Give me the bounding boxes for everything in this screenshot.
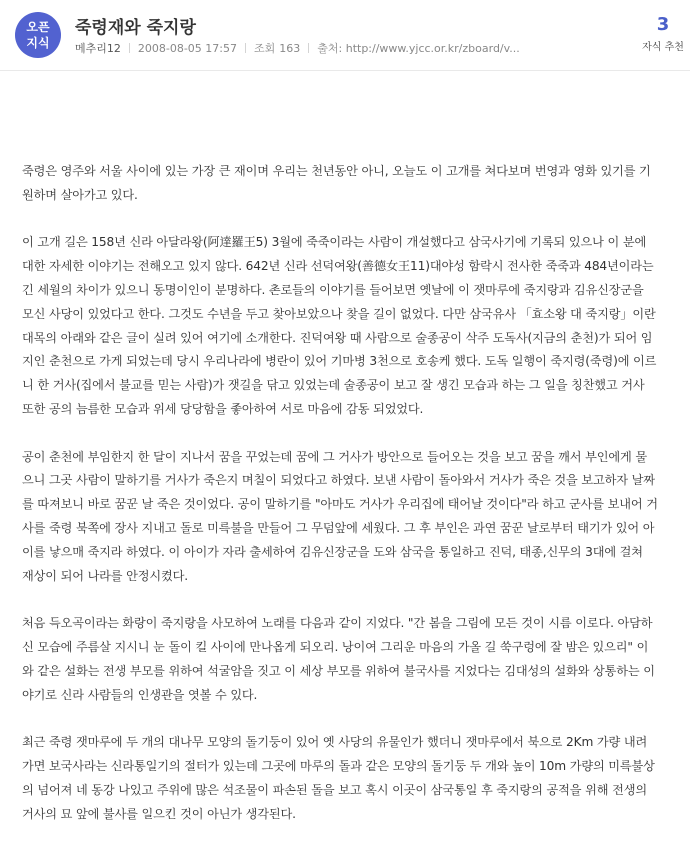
open-knowledge-badge[interactable] [15, 12, 61, 58]
body-paragraph: 이 고개 길은 158년 신라 아달라왕(阿達羅王5) 3월에 죽죽이라는 사람이 개설했다고 삼국사기에 기록되 있으나 이 분에 대한 자세한 이야기는 전해오고 있지 않다. 642년 신라 선덕여왕(善德女王11)대야성 함락시 전사한 죽죽과 484년이라는 긴 세월의 차이가 있으니 동명이인이 분명하다. 촌로들의 이야기를 들어보면 옛날에 이 잿마루에 죽지랑과 김유신장군을 모신 사당이 있었다고 한다. 그것도 수년을 두고 찾아보았으나 찾을 길이 없었다. 다만 삼국유사 「효소왕 대 죽지랑」이란 대목의 아래와 같은 글이 실려 있어 여기에 소개한다. 진덕여왕 때 사람으로 술종공이 삭주 도독사(지금의 춘천)가 되어 임지인 춘천으로 가게 되었는데 당시 우리나라에 병란이 있어 기마병 3천으로 호송케 했다. 도독 일행이 죽지령(죽령)에 이르니 한 거사(집에서 불교를 믿는 사람)가 잿길을 닦고 있었는데 술종공이 보고 잘 생긴 모습과 하는 그 일을 칭찬했고 거사 또한 공의 늠름한 모습과 위세 당당함을 좋아하여 서로 마음에 감동 되었었다. [22, 235, 657, 416]
author-name[interactable]: 메추리12 [75, 42, 121, 55]
meta-divider [129, 43, 130, 53]
source-link[interactable]: 출처: http://www.yjcc.or.kr/zboard/v... [317, 42, 520, 55]
post-body [22, 160, 658, 850]
recommend-widget[interactable] [642, 14, 684, 53]
body-paragraph: 죽령은 영주와 서울 사이에 있는 가장 큰 재이며 우리는 천년동안 아니, 오늘도 이 고개를 쳐다보며 번영과 영화 있기를 기원하며 살아가고 있다. [22, 164, 651, 202]
views-label: 조회 [254, 42, 276, 55]
views-count: 163 [279, 41, 301, 55]
post-header [0, 0, 690, 71]
meta-divider [245, 43, 246, 53]
post-meta [75, 40, 520, 56]
recommend-label: 자식 추천 [642, 42, 684, 53]
body-paragraph: 공이 춘천에 부임한지 한 달이 지나서 꿈을 꾸었는데 꿈에 그 거사가 방안으로 들어오는 것을 보고 꿈을 깨서 부인에게 물으니 그곳 사람이 말하기를 거사가 죽은지 며칠이 되었다고 하였다. 보낸 사람이 돌아와서 거사가 죽은 것을 보고하자 날짜를 따져보니 바로 꿈꾼 날 죽은 것이었다. 공이 말하기를 "아마도 거사가 우리집에 태어날 것이다"라 하고 군사를 보내어 거사를 죽령 북쪽에 장사 지내고 돌로 미륵불을 만들어 그 무덤앞에 세웠다. 그 후 부인은 과연 꿈꾼 날로부터 태기가 있어 아이를 낳으매 죽지라 하였다. 이 아이가 자라 출세하여 김유신장군을 도와 삼국을 통일하고 진덕, 태종,신무의 3대에 걸쳐 재상이 되어 나라를 안정시켰다. [22, 449, 658, 583]
recommend-count: 3 [656, 14, 670, 35]
page-title: 죽령재와 죽지랑 [75, 18, 196, 38]
body-paragraph: 최근 죽령 잿마루에 두 개의 대나무 모양의 돌기둥이 있어 옛 사당의 유물인가 했더니 잿마루에서 북으로 2Km 가량 내려가면 보국사라는 신라통일기의 절터가 있는데 그곳에 마루의 돌과 같은 모양의 돌기둥 두 개와 높이 10m 가량의 미륵불상의 넘어져 네 동강 나있고 주위에 많은 석조물이 파손된 돌을 보고 혹시 이곳이 삼국통일 후 죽지랑의 공적을 위해 전생의 거사의 묘 앞에 불사를 일으킨 것이 아닌가 생각된다. [22, 735, 655, 821]
meta-divider [308, 43, 309, 53]
body-paragraph: 처음 득오곡이라는 화랑이 죽지랑을 사모하여 노래를 다음과 같이 지었다. "간 봄을 그림에 모든 것이 시름 이로다. 아담하신 모습에 주름살 지시니 눈 돌이 킬 사이에 만나옵게 되오리. 낭이여 그리운 마음의 가올 길 쑥구렁에 잘 밤은 있으리" 이와 같은 설화는 전생 부모를 위하여 석굴암을 짓고 이 세상 부모를 위하여 불국사를 지었다는 김대성의 설화와 상통하는 이야기로 신라 사람들의 인생관을 엿볼 수 있다. [22, 616, 655, 702]
badge-label: 오픈 지식 [26, 20, 50, 50]
post-date: 2008-08-05 17:57 [137, 41, 237, 55]
